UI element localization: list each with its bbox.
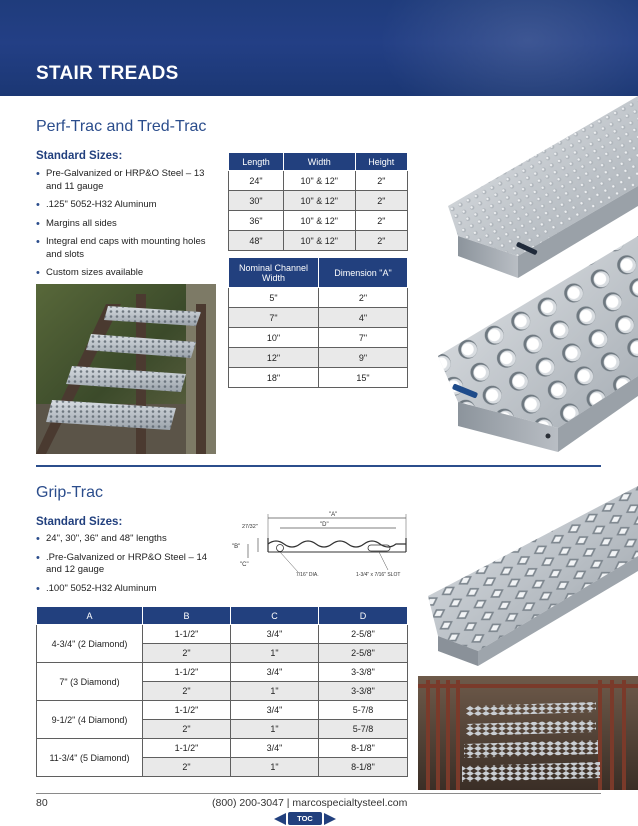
perf-trac-channel-table — [228, 257, 408, 388]
table-cell: 48" — [229, 231, 284, 251]
dim-b-label: "B" — [232, 544, 241, 550]
table-cell: 1-1/2" — [143, 663, 231, 682]
next-page-arrow-icon[interactable] — [324, 813, 336, 825]
table-cell: 5-7/8 — [319, 701, 408, 720]
table-cell: 3/4" — [231, 663, 319, 682]
table-cell: 7" (3 Diamond) — [37, 663, 143, 701]
list-item: • .125" 5052-H32 Aluminum — [36, 199, 216, 212]
table-cell: 36" — [229, 211, 284, 231]
table-cell: 10" & 12" — [283, 211, 355, 231]
table-cell: 10" — [229, 328, 319, 348]
list-item: • Custom sizes available — [36, 267, 216, 280]
table-cell: 3/4" — [231, 701, 319, 720]
list-item: • .100" 5052-H32 Aluminum — [36, 583, 216, 596]
grip-trac-standard-sizes-label: Standard Sizes: — [36, 516, 123, 528]
table-cell: 3-3/8" — [319, 682, 408, 701]
toc-button[interactable]: TOC — [288, 812, 322, 825]
grip-trac-dimension-drawing — [228, 508, 414, 580]
toc-navigation — [270, 808, 340, 826]
table-cell: 8-1/8" — [319, 758, 408, 777]
list-item: • Margins all sides — [36, 218, 216, 231]
table-cell: 11-3/4" (5 Diamond) — [37, 739, 143, 777]
grip-trac-stair-photo — [418, 676, 638, 790]
footer-rule — [36, 793, 601, 794]
perf-trac-standard-sizes-label: Standard Sizes: — [36, 150, 123, 162]
perf-trac-size-table — [228, 152, 408, 251]
dim-top-label: 27/32" — [242, 524, 258, 530]
table-cell: 3/4" — [231, 739, 319, 758]
list-item: • Integral end caps with mounting holes and slots — [36, 236, 216, 261]
table-cell: 1" — [231, 682, 319, 701]
table-header: Length — [229, 153, 284, 171]
header-shine — [378, 0, 638, 96]
table-cell: 30" — [229, 191, 284, 211]
table-cell: 2" — [355, 211, 407, 231]
table-header: Width — [283, 153, 355, 171]
dim-c-label: "C" — [240, 562, 249, 568]
table-cell: 1" — [231, 720, 319, 739]
table-cell: 5-7/8 — [319, 720, 408, 739]
page-header — [0, 0, 638, 96]
table-cell: 4" — [319, 308, 408, 328]
table-cell: 2" — [355, 231, 407, 251]
table-cell: 2" — [143, 758, 231, 777]
table-header: Dimension "A" — [319, 258, 408, 288]
table-cell: 3-3/8" — [319, 663, 408, 682]
previous-page-arrow-icon[interactable] — [274, 813, 286, 825]
table-cell: 1-1/2" — [143, 625, 231, 644]
table-cell: 12" — [229, 348, 319, 368]
table-cell: 1-1/2" — [143, 701, 231, 720]
table-cell: 1-1/2" — [143, 739, 231, 758]
list-item: • .Pre-Galvanized or HRP&O Steel – 14 and 12 gauge — [36, 552, 216, 577]
grip-trac-tread-render — [418, 486, 638, 666]
table-cell: 9" — [319, 348, 408, 368]
perf-trac-title: Perf-Trac and Tred-Trac — [36, 118, 207, 135]
list-item: • 24", 30", 36" and 48" lengths — [36, 533, 216, 546]
table-cell: 24" — [229, 171, 284, 191]
list-item: • Pre-Galvanized or HRP&O Steel – 13 and 11 gauge — [36, 168, 216, 193]
table-header: D — [319, 607, 408, 625]
table-cell: 10" & 12" — [283, 171, 355, 191]
grip-trac-size-table — [36, 606, 408, 777]
grip-trac-title: Grip-Trac — [36, 484, 103, 501]
table-cell: 18" — [229, 368, 319, 388]
table-cell: 2" — [355, 171, 407, 191]
perf-trac-bullet-list — [36, 168, 216, 286]
perf-trac-stair-photo — [36, 284, 216, 454]
table-header: Nominal Channel Width — [229, 258, 319, 288]
table-cell: 4-3/4" (2 Diamond) — [37, 625, 143, 663]
table-cell: 2" — [143, 720, 231, 739]
table-cell: 1" — [231, 644, 319, 663]
table-cell: 10" & 12" — [283, 231, 355, 251]
table-cell: 2" — [143, 682, 231, 701]
dim-dia-label: 7/16" DIA. — [296, 572, 319, 578]
table-header: C — [231, 607, 319, 625]
table-cell: 5" — [229, 288, 319, 308]
page-number: 80 — [36, 797, 48, 809]
table-cell: 15" — [319, 368, 408, 388]
table-cell: 2" — [319, 288, 408, 308]
table-cell: 2-5/8" — [319, 625, 408, 644]
footer-contact: (800) 200-3047 | marcospecialtysteel.com — [212, 797, 408, 809]
table-cell: 2" — [355, 191, 407, 211]
perf-trac-tread-render — [418, 96, 638, 456]
dim-d-label: "D" — [320, 522, 329, 528]
table-cell: 8-1/8" — [319, 739, 408, 758]
table-cell: 10" & 12" — [283, 191, 355, 211]
page-title: STAIR TREADS — [36, 63, 179, 84]
section-divider — [36, 465, 601, 467]
dim-slot-label: 1-3/4" x 7/16" SLOT — [356, 572, 401, 578]
table-cell: 1" — [231, 758, 319, 777]
grip-trac-bullet-list — [36, 533, 216, 601]
table-cell: 2-5/8" — [319, 644, 408, 663]
table-cell: 7" — [319, 328, 408, 348]
table-cell: 2" — [143, 644, 231, 663]
dim-a-label: "A" — [329, 512, 338, 518]
table-cell: 7" — [229, 308, 319, 328]
table-header: A — [37, 607, 143, 625]
table-cell: 3/4" — [231, 625, 319, 644]
table-header: B — [143, 607, 231, 625]
table-cell: 9-1/2" (4 Diamond) — [37, 701, 143, 739]
table-header: Height — [355, 153, 407, 171]
